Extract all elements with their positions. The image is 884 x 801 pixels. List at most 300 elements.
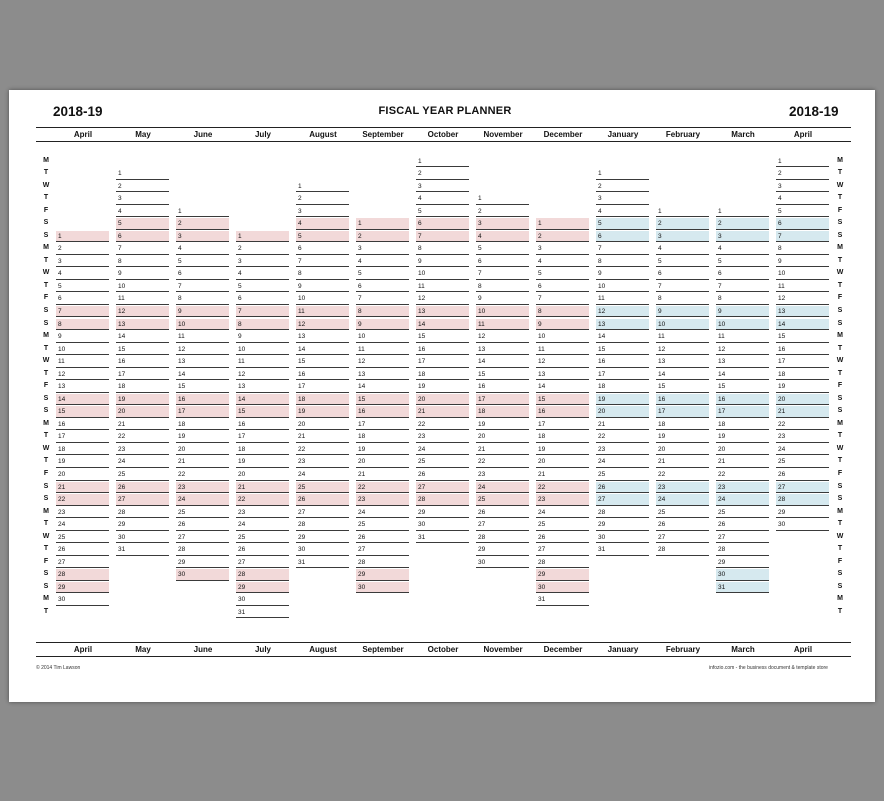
- day-cell[interactable]: 26: [536, 532, 589, 544]
- day-cell[interactable]: 15: [236, 406, 289, 418]
- day-cell[interactable]: 28: [716, 544, 769, 556]
- day-cell[interactable]: 23: [176, 482, 229, 494]
- day-cell[interactable]: 14: [356, 381, 409, 393]
- day-cell[interactable]: 5: [116, 218, 169, 230]
- day-cell[interactable]: 12: [476, 331, 529, 343]
- day-cell[interactable]: 20: [776, 394, 829, 406]
- day-cell[interactable]: 23: [116, 444, 169, 456]
- day-cell[interactable]: 3: [476, 218, 529, 230]
- day-cell[interactable]: 11: [236, 356, 289, 368]
- day-cell[interactable]: 30: [596, 532, 649, 544]
- day-cell[interactable]: 21: [296, 431, 349, 443]
- day-cell[interactable]: 3: [716, 231, 769, 243]
- day-cell[interactable]: 10: [476, 306, 529, 318]
- day-cell[interactable]: 12: [356, 356, 409, 368]
- day-cell[interactable]: 23: [656, 482, 709, 494]
- day-cell[interactable]: 20: [176, 444, 229, 456]
- day-cell[interactable]: 30: [476, 557, 529, 569]
- day-cell[interactable]: 27: [236, 557, 289, 569]
- day-cell[interactable]: 4: [296, 218, 349, 230]
- day-cell[interactable]: 18: [716, 419, 769, 431]
- day-cell[interactable]: 25: [416, 456, 469, 468]
- day-cell[interactable]: 30: [776, 519, 829, 531]
- day-cell[interactable]: 7: [416, 231, 469, 243]
- day-cell[interactable]: 30: [56, 594, 109, 606]
- day-cell[interactable]: 29: [356, 569, 409, 581]
- day-cell[interactable]: 2: [116, 181, 169, 193]
- day-cell[interactable]: 24: [176, 494, 229, 506]
- day-cell[interactable]: 26: [776, 469, 829, 481]
- day-cell[interactable]: 23: [296, 456, 349, 468]
- day-cell[interactable]: 6: [596, 231, 649, 243]
- day-cell[interactable]: 13: [176, 356, 229, 368]
- day-cell[interactable]: 13: [656, 356, 709, 368]
- day-cell[interactable]: 6: [716, 268, 769, 280]
- day-cell[interactable]: 14: [476, 356, 529, 368]
- day-cell[interactable]: 18: [656, 419, 709, 431]
- day-cell[interactable]: 9: [176, 306, 229, 318]
- day-cell[interactable]: 3: [776, 181, 829, 193]
- day-cell[interactable]: 8: [416, 243, 469, 255]
- day-cell[interactable]: 10: [776, 268, 829, 280]
- day-cell[interactable]: 24: [476, 482, 529, 494]
- day-cell[interactable]: 4: [416, 193, 469, 205]
- day-cell[interactable]: 23: [716, 482, 769, 494]
- day-cell[interactable]: 22: [176, 469, 229, 481]
- day-cell[interactable]: 3: [236, 256, 289, 268]
- day-cell[interactable]: 22: [116, 431, 169, 443]
- day-cell[interactable]: 16: [176, 394, 229, 406]
- day-cell[interactable]: 24: [296, 469, 349, 481]
- day-cell[interactable]: 31: [236, 607, 289, 619]
- day-cell[interactable]: 22: [656, 469, 709, 481]
- day-cell[interactable]: 4: [476, 231, 529, 243]
- day-cell[interactable]: 25: [716, 507, 769, 519]
- day-cell[interactable]: 7: [656, 281, 709, 293]
- day-cell[interactable]: 2: [176, 218, 229, 230]
- day-cell[interactable]: 24: [236, 519, 289, 531]
- day-cell[interactable]: 13: [416, 306, 469, 318]
- day-cell[interactable]: 5: [296, 231, 349, 243]
- day-cell[interactable]: 29: [236, 582, 289, 594]
- day-cell[interactable]: 5: [356, 268, 409, 280]
- day-cell[interactable]: 3: [116, 193, 169, 205]
- day-cell[interactable]: 4: [596, 206, 649, 218]
- day-cell[interactable]: 15: [416, 331, 469, 343]
- day-cell[interactable]: 12: [596, 306, 649, 318]
- day-cell[interactable]: 14: [536, 381, 589, 393]
- day-cell[interactable]: 20: [116, 406, 169, 418]
- day-cell[interactable]: 22: [476, 456, 529, 468]
- day-cell[interactable]: 21: [596, 419, 649, 431]
- day-cell[interactable]: 8: [476, 281, 529, 293]
- day-cell[interactable]: 16: [416, 344, 469, 356]
- day-cell[interactable]: 23: [536, 494, 589, 506]
- day-cell[interactable]: 24: [56, 519, 109, 531]
- day-cell[interactable]: 17: [656, 406, 709, 418]
- day-cell[interactable]: 5: [716, 256, 769, 268]
- day-cell[interactable]: 12: [116, 306, 169, 318]
- day-cell[interactable]: 22: [296, 444, 349, 456]
- day-cell[interactable]: 31: [416, 532, 469, 544]
- day-cell[interactable]: 1: [116, 168, 169, 180]
- day-cell[interactable]: 10: [536, 331, 589, 343]
- day-cell[interactable]: 10: [416, 268, 469, 280]
- day-cell[interactable]: 10: [356, 331, 409, 343]
- day-cell[interactable]: 21: [176, 456, 229, 468]
- day-cell[interactable]: 10: [116, 281, 169, 293]
- day-cell[interactable]: 8: [56, 319, 109, 331]
- day-cell[interactable]: 22: [56, 494, 109, 506]
- day-cell[interactable]: 5: [236, 281, 289, 293]
- day-cell[interactable]: 9: [656, 306, 709, 318]
- day-cell[interactable]: 12: [776, 293, 829, 305]
- day-cell[interactable]: 9: [236, 331, 289, 343]
- day-cell[interactable]: 7: [56, 306, 109, 318]
- day-cell[interactable]: 13: [596, 319, 649, 331]
- day-cell[interactable]: 13: [476, 344, 529, 356]
- day-cell[interactable]: 9: [356, 319, 409, 331]
- day-cell[interactable]: 9: [416, 256, 469, 268]
- day-cell[interactable]: 16: [116, 356, 169, 368]
- day-cell[interactable]: 10: [596, 281, 649, 293]
- day-cell[interactable]: 19: [236, 456, 289, 468]
- day-cell[interactable]: 30: [716, 569, 769, 581]
- day-cell[interactable]: 18: [476, 406, 529, 418]
- day-cell[interactable]: 21: [356, 469, 409, 481]
- day-cell[interactable]: 5: [56, 281, 109, 293]
- day-cell[interactable]: 25: [776, 456, 829, 468]
- day-cell[interactable]: 7: [176, 281, 229, 293]
- day-cell[interactable]: 5: [536, 268, 589, 280]
- day-cell[interactable]: 11: [56, 356, 109, 368]
- day-cell[interactable]: 15: [776, 331, 829, 343]
- day-cell[interactable]: 27: [116, 494, 169, 506]
- day-cell[interactable]: 6: [536, 281, 589, 293]
- day-cell[interactable]: 18: [116, 381, 169, 393]
- day-cell[interactable]: 7: [596, 243, 649, 255]
- day-cell[interactable]: 26: [716, 519, 769, 531]
- day-cell[interactable]: 25: [116, 469, 169, 481]
- day-cell[interactable]: 9: [476, 293, 529, 305]
- day-cell[interactable]: 4: [236, 268, 289, 280]
- day-cell[interactable]: 27: [476, 519, 529, 531]
- day-cell[interactable]: 27: [356, 544, 409, 556]
- day-cell[interactable]: 8: [296, 268, 349, 280]
- day-cell[interactable]: 30: [536, 582, 589, 594]
- day-cell[interactable]: 26: [296, 494, 349, 506]
- day-cell[interactable]: 17: [356, 419, 409, 431]
- day-cell[interactable]: 19: [116, 394, 169, 406]
- day-cell[interactable]: 28: [296, 519, 349, 531]
- day-cell[interactable]: 23: [596, 444, 649, 456]
- day-cell[interactable]: 7: [296, 256, 349, 268]
- day-cell[interactable]: 12: [56, 369, 109, 381]
- day-cell[interactable]: 1: [716, 206, 769, 218]
- day-cell[interactable]: 4: [176, 243, 229, 255]
- day-cell[interactable]: 5: [596, 218, 649, 230]
- day-cell[interactable]: 17: [416, 356, 469, 368]
- day-cell[interactable]: 2: [776, 168, 829, 180]
- day-cell[interactable]: 24: [716, 494, 769, 506]
- day-cell[interactable]: 17: [596, 369, 649, 381]
- day-cell[interactable]: 11: [536, 344, 589, 356]
- day-cell[interactable]: 11: [476, 319, 529, 331]
- day-cell[interactable]: 29: [116, 519, 169, 531]
- day-cell[interactable]: 14: [596, 331, 649, 343]
- day-cell[interactable]: 21: [776, 406, 829, 418]
- day-cell[interactable]: 30: [356, 582, 409, 594]
- day-cell[interactable]: 30: [416, 519, 469, 531]
- day-cell[interactable]: 26: [596, 482, 649, 494]
- day-cell[interactable]: 4: [356, 256, 409, 268]
- day-cell[interactable]: 8: [596, 256, 649, 268]
- day-cell[interactable]: 27: [536, 544, 589, 556]
- day-cell[interactable]: 19: [536, 444, 589, 456]
- day-cell[interactable]: 21: [116, 419, 169, 431]
- day-cell[interactable]: 29: [716, 557, 769, 569]
- day-cell[interactable]: 25: [596, 469, 649, 481]
- day-cell[interactable]: 19: [176, 431, 229, 443]
- day-cell[interactable]: 28: [236, 569, 289, 581]
- day-cell[interactable]: 19: [56, 456, 109, 468]
- day-cell[interactable]: 7: [236, 306, 289, 318]
- day-cell[interactable]: 2: [416, 168, 469, 180]
- day-cell[interactable]: 16: [656, 394, 709, 406]
- day-cell[interactable]: 25: [356, 519, 409, 531]
- day-cell[interactable]: 28: [656, 544, 709, 556]
- day-cell[interactable]: 11: [296, 306, 349, 318]
- day-cell[interactable]: 24: [596, 456, 649, 468]
- day-cell[interactable]: 2: [56, 243, 109, 255]
- day-cell[interactable]: 16: [476, 381, 529, 393]
- day-cell[interactable]: 9: [116, 268, 169, 280]
- day-cell[interactable]: 15: [56, 406, 109, 418]
- day-cell[interactable]: 8: [656, 293, 709, 305]
- day-cell[interactable]: 2: [716, 218, 769, 230]
- day-cell[interactable]: 13: [56, 381, 109, 393]
- day-cell[interactable]: 23: [476, 469, 529, 481]
- day-cell[interactable]: 18: [356, 431, 409, 443]
- day-cell[interactable]: 28: [536, 557, 589, 569]
- day-cell[interactable]: 29: [176, 557, 229, 569]
- day-cell[interactable]: 14: [236, 394, 289, 406]
- day-cell[interactable]: 12: [656, 344, 709, 356]
- day-cell[interactable]: 6: [776, 218, 829, 230]
- day-cell[interactable]: 2: [476, 206, 529, 218]
- day-cell[interactable]: 17: [296, 381, 349, 393]
- day-cell[interactable]: 23: [776, 431, 829, 443]
- day-cell[interactable]: 4: [116, 206, 169, 218]
- day-cell[interactable]: 21: [716, 456, 769, 468]
- day-cell[interactable]: 17: [116, 369, 169, 381]
- day-cell[interactable]: 9: [716, 306, 769, 318]
- day-cell[interactable]: 28: [416, 494, 469, 506]
- day-cell[interactable]: 25: [536, 519, 589, 531]
- day-cell[interactable]: 10: [236, 344, 289, 356]
- day-cell[interactable]: 11: [596, 293, 649, 305]
- day-cell[interactable]: 28: [776, 494, 829, 506]
- day-cell[interactable]: 23: [56, 507, 109, 519]
- day-cell[interactable]: 30: [116, 532, 169, 544]
- day-cell[interactable]: 27: [596, 494, 649, 506]
- day-cell[interactable]: 15: [536, 394, 589, 406]
- day-cell[interactable]: 14: [176, 369, 229, 381]
- day-cell[interactable]: 8: [176, 293, 229, 305]
- day-cell[interactable]: 6: [296, 243, 349, 255]
- day-cell[interactable]: 23: [356, 494, 409, 506]
- day-cell[interactable]: 24: [356, 507, 409, 519]
- day-cell[interactable]: 18: [296, 394, 349, 406]
- day-cell[interactable]: 5: [476, 243, 529, 255]
- day-cell[interactable]: 31: [716, 582, 769, 594]
- day-cell[interactable]: 13: [116, 319, 169, 331]
- day-cell[interactable]: 21: [536, 469, 589, 481]
- day-cell[interactable]: 27: [416, 482, 469, 494]
- day-cell[interactable]: 20: [596, 406, 649, 418]
- day-cell[interactable]: 6: [236, 293, 289, 305]
- day-cell[interactable]: 14: [776, 319, 829, 331]
- day-cell[interactable]: 2: [296, 193, 349, 205]
- day-cell[interactable]: 14: [296, 344, 349, 356]
- day-cell[interactable]: 7: [356, 293, 409, 305]
- day-cell[interactable]: 6: [116, 231, 169, 243]
- day-cell[interactable]: 14: [716, 369, 769, 381]
- day-cell[interactable]: 6: [56, 293, 109, 305]
- day-cell[interactable]: 11: [776, 281, 829, 293]
- day-cell[interactable]: 17: [716, 406, 769, 418]
- day-cell[interactable]: 3: [416, 181, 469, 193]
- day-cell[interactable]: 3: [596, 193, 649, 205]
- day-cell[interactable]: 8: [116, 256, 169, 268]
- day-cell[interactable]: 19: [476, 419, 529, 431]
- day-cell[interactable]: 26: [116, 482, 169, 494]
- day-cell[interactable]: 16: [356, 406, 409, 418]
- day-cell[interactable]: 9: [536, 319, 589, 331]
- day-cell[interactable]: 27: [296, 507, 349, 519]
- day-cell[interactable]: 7: [116, 243, 169, 255]
- day-cell[interactable]: 14: [116, 331, 169, 343]
- day-cell[interactable]: 21: [236, 482, 289, 494]
- day-cell[interactable]: 10: [56, 344, 109, 356]
- day-cell[interactable]: 7: [776, 231, 829, 243]
- day-cell[interactable]: 25: [656, 507, 709, 519]
- day-cell[interactable]: 29: [596, 519, 649, 531]
- day-cell[interactable]: 7: [476, 268, 529, 280]
- day-cell[interactable]: 26: [476, 507, 529, 519]
- day-cell[interactable]: 29: [536, 569, 589, 581]
- day-cell[interactable]: 1: [536, 218, 589, 230]
- day-cell[interactable]: 2: [356, 231, 409, 243]
- day-cell[interactable]: 20: [296, 419, 349, 431]
- day-cell[interactable]: 15: [476, 369, 529, 381]
- day-cell[interactable]: 1: [296, 181, 349, 193]
- day-cell[interactable]: 9: [296, 281, 349, 293]
- day-cell[interactable]: 13: [296, 331, 349, 343]
- day-cell[interactable]: 16: [596, 356, 649, 368]
- day-cell[interactable]: 10: [296, 293, 349, 305]
- day-cell[interactable]: 6: [176, 268, 229, 280]
- day-cell[interactable]: 13: [716, 356, 769, 368]
- day-cell[interactable]: 15: [296, 356, 349, 368]
- day-cell[interactable]: 13: [776, 306, 829, 318]
- day-cell[interactable]: 27: [56, 557, 109, 569]
- day-cell[interactable]: 10: [656, 319, 709, 331]
- day-cell[interactable]: 16: [536, 406, 589, 418]
- day-cell[interactable]: 18: [416, 369, 469, 381]
- day-cell[interactable]: 4: [56, 268, 109, 280]
- day-cell[interactable]: 18: [56, 444, 109, 456]
- day-cell[interactable]: 5: [656, 256, 709, 268]
- day-cell[interactable]: 16: [296, 369, 349, 381]
- day-cell[interactable]: 19: [596, 394, 649, 406]
- day-cell[interactable]: 25: [176, 507, 229, 519]
- day-cell[interactable]: 10: [176, 319, 229, 331]
- day-cell[interactable]: 1: [776, 156, 829, 168]
- day-cell[interactable]: 15: [656, 381, 709, 393]
- day-cell[interactable]: 3: [56, 256, 109, 268]
- day-cell[interactable]: 2: [536, 231, 589, 243]
- day-cell[interactable]: 11: [416, 281, 469, 293]
- day-cell[interactable]: 4: [536, 256, 589, 268]
- day-cell[interactable]: 6: [416, 218, 469, 230]
- day-cell[interactable]: 22: [716, 469, 769, 481]
- day-cell[interactable]: 15: [596, 344, 649, 356]
- day-cell[interactable]: 24: [416, 444, 469, 456]
- day-cell[interactable]: 3: [536, 243, 589, 255]
- day-cell[interactable]: 2: [596, 181, 649, 193]
- day-cell[interactable]: 1: [176, 206, 229, 218]
- day-cell[interactable]: 28: [596, 507, 649, 519]
- day-cell[interactable]: 27: [716, 532, 769, 544]
- day-cell[interactable]: 18: [236, 444, 289, 456]
- day-cell[interactable]: 12: [716, 344, 769, 356]
- day-cell[interactable]: 22: [776, 419, 829, 431]
- day-cell[interactable]: 4: [656, 243, 709, 255]
- day-cell[interactable]: 16: [716, 394, 769, 406]
- day-cell[interactable]: 19: [716, 431, 769, 443]
- day-cell[interactable]: 22: [356, 482, 409, 494]
- day-cell[interactable]: 27: [776, 482, 829, 494]
- day-cell[interactable]: 25: [296, 482, 349, 494]
- day-cell[interactable]: 20: [416, 394, 469, 406]
- day-cell[interactable]: 24: [776, 444, 829, 456]
- day-cell[interactable]: 6: [356, 281, 409, 293]
- day-cell[interactable]: 15: [716, 381, 769, 393]
- day-cell[interactable]: 18: [536, 431, 589, 443]
- day-cell[interactable]: 26: [416, 469, 469, 481]
- day-cell[interactable]: 26: [56, 544, 109, 556]
- day-cell[interactable]: 25: [476, 494, 529, 506]
- day-cell[interactable]: 22: [236, 494, 289, 506]
- day-cell[interactable]: 26: [656, 519, 709, 531]
- day-cell[interactable]: 6: [476, 256, 529, 268]
- day-cell[interactable]: 17: [776, 356, 829, 368]
- day-cell[interactable]: 12: [536, 356, 589, 368]
- day-cell[interactable]: 17: [56, 431, 109, 443]
- day-cell[interactable]: 29: [56, 582, 109, 594]
- day-cell[interactable]: 10: [716, 319, 769, 331]
- day-cell[interactable]: 18: [776, 369, 829, 381]
- day-cell[interactable]: 4: [776, 193, 829, 205]
- day-cell[interactable]: 3: [296, 206, 349, 218]
- day-cell[interactable]: 12: [236, 369, 289, 381]
- day-cell[interactable]: 28: [176, 544, 229, 556]
- day-cell[interactable]: 29: [296, 532, 349, 544]
- day-cell[interactable]: 29: [776, 507, 829, 519]
- day-cell[interactable]: 26: [356, 532, 409, 544]
- day-cell[interactable]: 5: [176, 256, 229, 268]
